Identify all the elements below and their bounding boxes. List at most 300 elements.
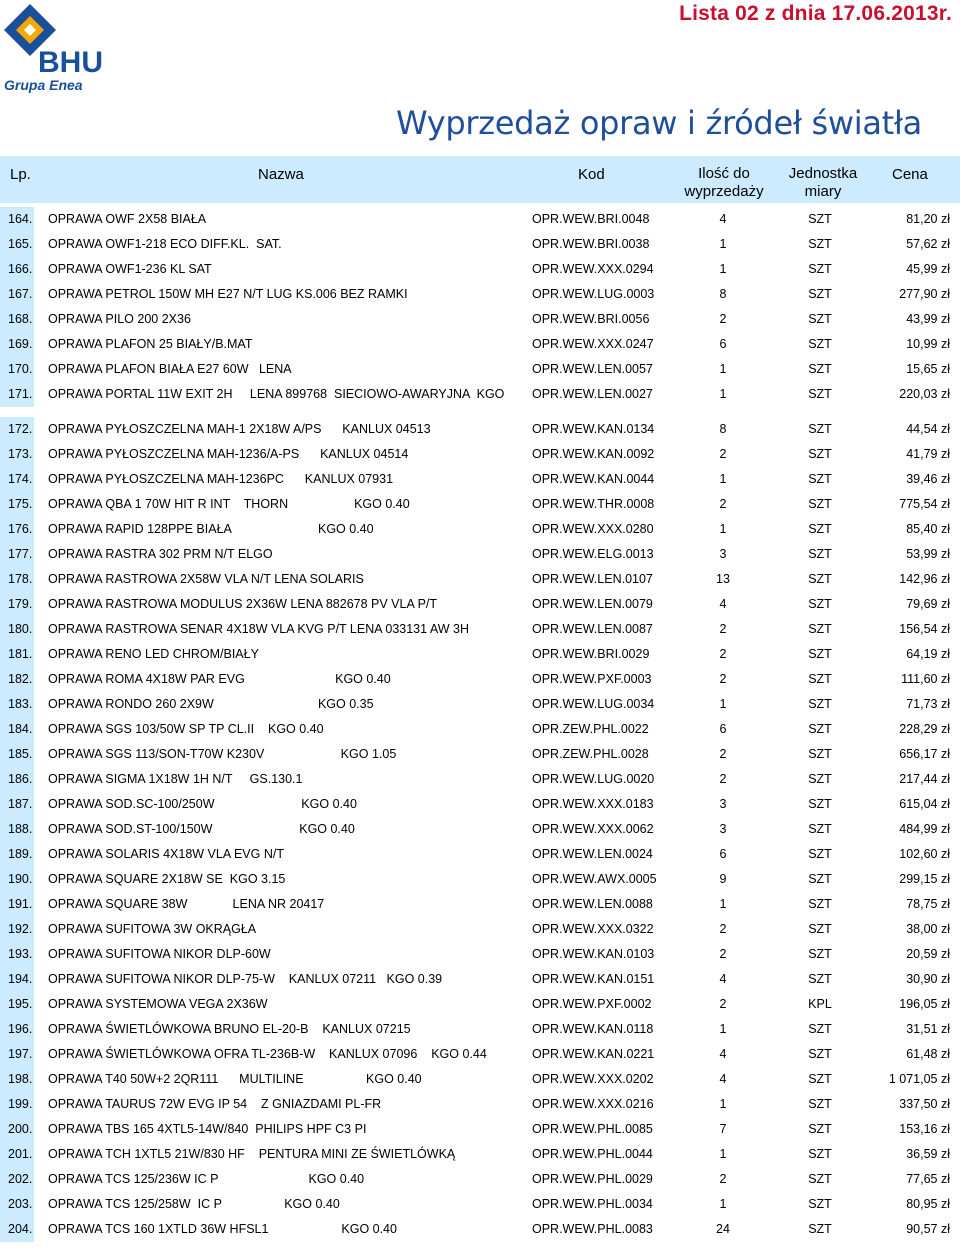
table-row [0, 992, 960, 1017]
bhu-logo-icon [2, 2, 122, 94]
row-number: 204. [0, 1217, 34, 1242]
unit: KPL [808, 997, 832, 1011]
company-logo [2, 2, 122, 94]
row-number: 196. [0, 1017, 34, 1042]
row-number: 185. [0, 742, 34, 767]
product-name: OPRAWA PYŁOSZCZELNA MAH-1236/A-PS KANLUX 04514 [48, 447, 409, 461]
quantity: 6 [719, 722, 727, 736]
price: 80,95 zł [906, 1197, 950, 1211]
price: 299,15 zł [899, 872, 950, 886]
table-row [0, 1067, 960, 1092]
unit: SZT [808, 547, 832, 561]
price: 656,17 zł [899, 747, 950, 761]
quantity: 1 [719, 522, 727, 536]
product-code: OPR.WEW.AWX.0005 [532, 872, 657, 886]
price: 90,57 zł [906, 1222, 950, 1236]
quantity: 2 [719, 747, 727, 761]
unit: SZT [808, 422, 832, 436]
table-row [0, 917, 960, 942]
quantity: 1 [719, 1022, 727, 1036]
unit: SZT [808, 1097, 832, 1111]
product-name: OPRAWA SQUARE 38W LENA NR 20417 [48, 897, 325, 911]
row-number: 199. [0, 1092, 34, 1117]
product-name: OPRAWA SOD.ST-100/150W KGO 0.40 [48, 822, 355, 836]
row-number: 184. [0, 717, 34, 742]
product-code: OPR.WEW.KAN.0221 [532, 1047, 655, 1061]
quantity: 7 [719, 1122, 727, 1136]
product-code: OPR.WEW.XXX.0294 [532, 262, 654, 276]
quantity: 6 [719, 847, 727, 861]
product-name: OPRAWA PYŁOSZCZELNA MAH-1236PC KANLUX 07931 [48, 472, 394, 486]
product-code: OPR.WEW.XXX.0062 [532, 822, 654, 836]
unit: SZT [808, 337, 832, 351]
product-code: OPR.WEW.LEN.0087 [532, 622, 653, 636]
product-code: OPR.WEW.PHL.0083 [532, 1222, 653, 1236]
product-name: OPRAWA SYSTEMOWA VEGA 2X36W [48, 997, 268, 1011]
quantity: 1 [719, 237, 727, 251]
price: 79,69 zł [906, 597, 950, 611]
product-name: OPRAWA RASTRA 302 PRM N/T ELGO [48, 547, 273, 561]
row-number: 193. [0, 942, 34, 967]
unit: SZT [808, 872, 832, 886]
price: 277,90 zł [899, 287, 950, 301]
product-code: OPR.WEW.PHL.0085 [532, 1122, 653, 1136]
row-number: 176. [0, 517, 34, 542]
quantity: 4 [719, 597, 727, 611]
unit: SZT [808, 622, 832, 636]
table-row [0, 1142, 960, 1167]
table-row [0, 382, 960, 407]
row-number: 165. [0, 232, 34, 257]
price: 15,65 zł [906, 362, 950, 376]
product-name: OPRAWA PYŁOSZCZELNA MAH-1 2X18W A/PS KANLUX 04513 [48, 422, 431, 436]
unit: SZT [808, 1022, 832, 1036]
product-name: OPRAWA ROMA 4X18W PAR EVG KGO 0.40 [48, 672, 391, 686]
quantity: 1 [719, 262, 727, 276]
quantity: 2 [719, 497, 727, 511]
price: 228,29 zł [899, 722, 950, 736]
table-row [0, 892, 960, 917]
price: 217,44 zł [899, 772, 950, 786]
unit: SZT [808, 312, 832, 326]
unit: SZT [808, 447, 832, 461]
product-code: OPR.WEW.PHL.0029 [532, 1172, 653, 1186]
table-row [0, 692, 960, 717]
product-name: OPRAWA SOD.SC-100/250W KGO 0.40 [48, 797, 357, 811]
table-row [0, 467, 960, 492]
table-row [0, 642, 960, 667]
table-row [0, 332, 960, 357]
price: 71,73 zł [906, 697, 950, 711]
row-number: 183. [0, 692, 34, 717]
product-name: OPRAWA SQUARE 2X18W SE KGO 3.15 [48, 872, 286, 886]
table-row [0, 492, 960, 517]
unit: SZT [808, 897, 832, 911]
quantity: 1 [719, 472, 727, 486]
product-name: OPRAWA RENO LED CHROM/BIAŁY [48, 647, 259, 661]
price: 1 071,05 zł [888, 1072, 950, 1086]
unit: SZT [808, 847, 832, 861]
table-row [0, 617, 960, 642]
table-row [0, 567, 960, 592]
product-name: OPRAWA T40 50W+2 2QR111 MULTILINE KGO 0.40 [48, 1072, 422, 1086]
product-name: OPRAWA OWF 2X58 BIAŁA [48, 212, 207, 226]
unit: SZT [808, 947, 832, 961]
product-code: OPR.WEW.XXX.0183 [532, 797, 654, 811]
product-name: OPRAWA SUFITOWA 3W OKRĄGŁA [48, 922, 257, 936]
price: 39,46 zł [906, 472, 950, 486]
row-number: 203. [0, 1192, 34, 1217]
quantity: 2 [719, 772, 727, 786]
quantity: 24 [716, 1222, 730, 1236]
unit: SZT [808, 262, 832, 276]
product-name: OPRAWA RASTROWA SENAR 4X18W VLA KVG P/T LENA 033131 AW 3H [48, 622, 469, 636]
list-date-title: Lista 02 z dnia 17.06.2013r. [679, 2, 952, 25]
row-number: 179. [0, 592, 34, 617]
product-code: OPR.WEW.BRI.0038 [532, 237, 650, 251]
product-code: OPR.WEW.LEN.0079 [532, 597, 653, 611]
product-code: OPR.WEW.LEN.0057 [532, 362, 653, 376]
price: 20,59 zł [906, 947, 950, 961]
table-row [0, 1042, 960, 1067]
product-name: OPRAWA QBA 1 70W HIT R INT THORN KGO 0.40 [48, 497, 410, 511]
row-number: 180. [0, 617, 34, 642]
product-name: OPRAWA SUFITOWA NIKOR DLP-60W [48, 947, 271, 961]
product-name: OPRAWA PORTAL 11W EXIT 2H LENA 899768 SIECIOWO-AWARYJNA KGO [48, 387, 505, 401]
product-code: OPR.WEW.LUG.0034 [532, 697, 655, 711]
table-row [0, 842, 960, 867]
price: 36,59 zł [906, 1147, 950, 1161]
unit: SZT [808, 747, 832, 761]
quantity: 13 [716, 572, 730, 586]
unit: SZT [808, 972, 832, 986]
product-name: OPRAWA ŚWIETLÓWKOWA OFRA TL-236B-W KANLUX 07096 KGO 0.44 [48, 1047, 487, 1061]
table-row [0, 542, 960, 567]
unit: SZT [808, 387, 832, 401]
product-code: OPR.WEW.ELG.0013 [532, 547, 654, 561]
quantity: 2 [719, 1172, 727, 1186]
price: 196,05 zł [899, 997, 950, 1011]
price: 337,50 zł [899, 1097, 950, 1111]
page-title: Wyprzedaż opraw i źródeł światła [395, 104, 922, 142]
product-name: OPRAWA TCS 125/236W IC P KGO 0.40 [48, 1172, 365, 1186]
product-code: OPR.WEW.PHL.0044 [532, 1147, 653, 1161]
row-number: 190. [0, 867, 34, 892]
product-name: OPRAWA RAPID 128PPE BIAŁA KGO 0.40 [48, 522, 374, 536]
quantity: 2 [719, 312, 727, 326]
product-code: OPR.WEW.THR.0008 [532, 497, 655, 511]
product-name: OPRAWA TBS 165 4XTL5-14W/840 PHILIPS HPF C3 PI [48, 1122, 367, 1136]
price: 57,62 zł [906, 237, 950, 251]
product-code: OPR.WEW.XXX.0216 [532, 1097, 654, 1111]
row-number: 173. [0, 442, 34, 467]
quantity: 6 [719, 337, 727, 351]
row-number: 201. [0, 1142, 34, 1167]
table-row [0, 257, 960, 282]
table-row [0, 592, 960, 617]
price: 44,54 zł [906, 422, 950, 436]
quantity: 1 [719, 387, 727, 401]
product-name: OPRAWA SUFITOWA NIKOR DLP-75-W KANLUX 07211 KGO 0.39 [48, 972, 443, 986]
product-code: OPR.WEW.LEN.0027 [532, 387, 653, 401]
unit: SZT [808, 647, 832, 661]
table-row [0, 1167, 960, 1192]
unit: SZT [808, 722, 832, 736]
quantity: 1 [719, 362, 727, 376]
product-name: OPRAWA OWF1-236 KL SAT [48, 262, 212, 276]
product-name: OPRAWA TCS 125/258W IC P KGO 0.40 [48, 1197, 340, 1211]
product-code: OPR.WEW.LUG.0003 [532, 287, 655, 301]
quantity: 4 [719, 1072, 727, 1086]
row-number: 171. [0, 382, 34, 407]
row-number: 181. [0, 642, 34, 667]
table-row [0, 667, 960, 692]
product-name: OPRAWA RASTROWA MODULUS 2X36W LENA 882678 PV VLA P/T [48, 597, 438, 611]
product-code: OPR.WEW.XXX.0247 [532, 337, 654, 351]
row-number: 174. [0, 467, 34, 492]
quantity: 1 [719, 1097, 727, 1111]
row-number: 188. [0, 817, 34, 842]
quantity: 1 [719, 897, 727, 911]
row-number: 191. [0, 892, 34, 917]
price: 31,51 zł [906, 1022, 950, 1036]
row-number: 195. [0, 992, 34, 1017]
quantity: 2 [719, 622, 727, 636]
table-row [0, 357, 960, 382]
product-code: OPR.WEW.XXX.0280 [532, 522, 654, 536]
product-code: OPR.WEW.LEN.0088 [532, 897, 653, 911]
row-number: 168. [0, 307, 34, 332]
price: 64,19 zł [906, 647, 950, 661]
table-row [0, 207, 960, 232]
product-code: OPR.WEW.KAN.0151 [532, 972, 655, 986]
price: 156,54 zł [899, 622, 950, 636]
table-row [0, 942, 960, 967]
product-name: OPRAWA PLAFON 25 BIAŁY/B.MAT [48, 337, 253, 351]
table-row [0, 967, 960, 992]
product-name: OPRAWA SOLARIS 4X18W VLA EVG N/T [48, 847, 284, 861]
quantity: 1 [719, 1197, 727, 1211]
column-header-lp: Lp. [10, 166, 31, 183]
row-number: 177. [0, 542, 34, 567]
price: 484,99 zł [899, 822, 950, 836]
product-name: OPRAWA PLAFON BIAŁA E27 60W LENA [48, 362, 292, 376]
product-name: OPRAWA PETROL 150W MH E27 N/T LUG KS.006 BEZ RAMKI [48, 287, 408, 301]
table-row [0, 717, 960, 742]
unit: SZT [808, 472, 832, 486]
quantity: 1 [719, 697, 727, 711]
product-code: OPR.ZEW.PHL.0028 [532, 747, 649, 761]
table-row [0, 442, 960, 467]
product-code: OPR.WEW.LEN.0024 [532, 847, 653, 861]
unit: SZT [808, 822, 832, 836]
product-code: OPR.WEW.LUG.0020 [532, 772, 655, 786]
price: 43,99 zł [906, 312, 950, 326]
unit: SZT [808, 362, 832, 376]
product-name: OPRAWA PILO 200 2X36 [48, 312, 191, 326]
svg-text:BHU: BHU [38, 46, 103, 79]
product-code: OPR.WEW.PXF.0002 [532, 997, 652, 1011]
row-number: 164. [0, 207, 34, 232]
table-row [0, 817, 960, 842]
unit: SZT [808, 522, 832, 536]
row-number: 197. [0, 1042, 34, 1067]
column-header-price: Cena [892, 166, 928, 183]
row-number: 194. [0, 967, 34, 992]
product-code: OPR.WEW.LEN.0107 [532, 572, 653, 586]
product-code: OPR.WEW.BRI.0056 [532, 312, 650, 326]
unit: SZT [808, 672, 832, 686]
table-row [0, 282, 960, 307]
row-number: 192. [0, 917, 34, 942]
unit: SZT [808, 797, 832, 811]
product-code: OPR.WEW.KAN.0134 [532, 422, 655, 436]
quantity: 3 [719, 547, 727, 561]
price: 85,40 zł [906, 522, 950, 536]
product-name: OPRAWA TAURUS 72W EVG IP 54 Z GNIAZDAMI PL-FR [48, 1097, 382, 1111]
product-code: OPR.WEW.PXF.0003 [532, 672, 652, 686]
row-number: 187. [0, 792, 34, 817]
unit: SZT [808, 1122, 832, 1136]
svg-text:Grupa Enea: Grupa Enea [4, 77, 83, 93]
unit: SZT [808, 212, 832, 226]
quantity: 9 [719, 872, 727, 886]
table-row [0, 1092, 960, 1117]
row-number: 166. [0, 257, 34, 282]
price: 77,65 zł [906, 1172, 950, 1186]
product-name: OPRAWA TCS 160 1XTLD 36W HFSL1 KGO 0.40 [48, 1222, 397, 1236]
unit: SZT [808, 1072, 832, 1086]
price: 45,99 zł [906, 262, 950, 276]
column-header-code: Kod [578, 166, 605, 183]
price: 111,60 zł [901, 672, 950, 686]
quantity: 2 [719, 647, 727, 661]
price: 153,16 zł [899, 1122, 950, 1136]
row-number: 186. [0, 767, 34, 792]
product-name: OPRAWA TCH 1XTL5 21W/830 HF PENTURA MINI ZE ŚWIETLÓWKĄ [48, 1147, 456, 1161]
price: 38,00 zł [906, 922, 950, 936]
unit: SZT [808, 1222, 832, 1236]
price: 78,75 zł [906, 897, 950, 911]
table-row [0, 1117, 960, 1142]
price: 220,03 zł [899, 387, 950, 401]
unit: SZT [808, 572, 832, 586]
quantity: 2 [719, 447, 727, 461]
table-row [0, 1017, 960, 1042]
quantity: 4 [719, 212, 727, 226]
row-number: 189. [0, 842, 34, 867]
price: 142,96 zł [899, 572, 950, 586]
unit: SZT [808, 1047, 832, 1061]
column-header-name: Nazwa [258, 166, 304, 183]
row-number: 170. [0, 357, 34, 382]
unit: SZT [808, 1147, 832, 1161]
price: 615,04 zł [899, 797, 950, 811]
unit: SZT [808, 597, 832, 611]
unit: SZT [808, 237, 832, 251]
price: 30,90 zł [906, 972, 950, 986]
product-name: OPRAWA RASTROWA 2X58W VLA N/T LENA SOLARIS [48, 572, 364, 586]
quantity: 8 [719, 287, 727, 301]
product-code: OPR.ZEW.PHL.0022 [532, 722, 649, 736]
product-code: OPR.WEW.KAN.0103 [532, 947, 655, 961]
table-row [0, 517, 960, 542]
unit: SZT [808, 697, 832, 711]
row-number: 182. [0, 667, 34, 692]
table-row [0, 867, 960, 892]
quantity: 4 [719, 1047, 727, 1061]
quantity: 2 [719, 947, 727, 961]
product-code: OPR.WEW.PHL.0034 [532, 1197, 653, 1211]
product-code: OPR.WEW.XXX.0322 [532, 922, 654, 936]
quantity: 2 [719, 997, 727, 1011]
quantity: 2 [719, 672, 727, 686]
table-row [0, 232, 960, 257]
price: 53,99 zł [906, 547, 950, 561]
column-header-quantity: Ilość do wyprzedaży [684, 165, 764, 200]
row-number: 178. [0, 567, 34, 592]
price: 775,54 zł [899, 497, 950, 511]
unit: SZT [808, 1172, 832, 1186]
table-header [0, 156, 960, 203]
quantity: 3 [719, 797, 727, 811]
product-code: OPR.WEW.BRI.0048 [532, 212, 650, 226]
table-row [0, 742, 960, 767]
row-number: 198. [0, 1067, 34, 1092]
row-number: 202. [0, 1167, 34, 1192]
product-name: OPRAWA RONDO 260 2X9W KGO 0.35 [48, 697, 374, 711]
quantity: 8 [719, 422, 727, 436]
product-name: OPRAWA SGS 103/50W SP TP CL.II KGO 0.40 [48, 722, 324, 736]
unit: SZT [808, 772, 832, 786]
table-row [0, 1192, 960, 1217]
table-row [0, 1217, 960, 1242]
table-row [0, 767, 960, 792]
price: 41,79 zł [906, 447, 950, 461]
quantity: 1 [719, 1147, 727, 1161]
table-row [0, 307, 960, 332]
product-code: OPR.WEW.KAN.0044 [532, 472, 655, 486]
table-row [0, 417, 960, 442]
product-name: OPRAWA ŚWIETLÓWKOWA BRUNO EL-20-B KANLUX 07215 [48, 1022, 411, 1036]
table-row [0, 792, 960, 817]
quantity: 3 [719, 822, 727, 836]
row-number: 169. [0, 332, 34, 357]
unit: SZT [808, 1197, 832, 1211]
price: 61,48 zł [906, 1047, 950, 1061]
product-name: OPRAWA OWF1-218 ECO DIFF.KL. SAT. [48, 237, 282, 251]
price: 102,60 zł [899, 847, 950, 861]
quantity: 2 [719, 922, 727, 936]
product-code: OPR.WEW.KAN.0092 [532, 447, 655, 461]
row-number: 172. [0, 417, 34, 442]
product-name: OPRAWA SIGMA 1X18W 1H N/T GS.130.1 [48, 772, 303, 786]
product-name: OPRAWA SGS 113/SON-T70W K230V KGO 1.05 [48, 747, 397, 761]
product-code: OPR.WEW.XXX.0202 [532, 1072, 654, 1086]
column-header-unit: Jednostka miary [788, 165, 858, 200]
row-number: 167. [0, 282, 34, 307]
price: 10,99 zł [906, 337, 950, 351]
row-number: 200. [0, 1117, 34, 1142]
unit: SZT [808, 922, 832, 936]
price: 81,20 zł [906, 212, 950, 226]
quantity: 4 [719, 972, 727, 986]
product-code: OPR.WEW.KAN.0118 [532, 1022, 654, 1036]
unit: SZT [808, 287, 832, 301]
row-number: 175. [0, 492, 34, 517]
unit: SZT [808, 497, 832, 511]
product-code: OPR.WEW.BRI.0029 [532, 647, 650, 661]
